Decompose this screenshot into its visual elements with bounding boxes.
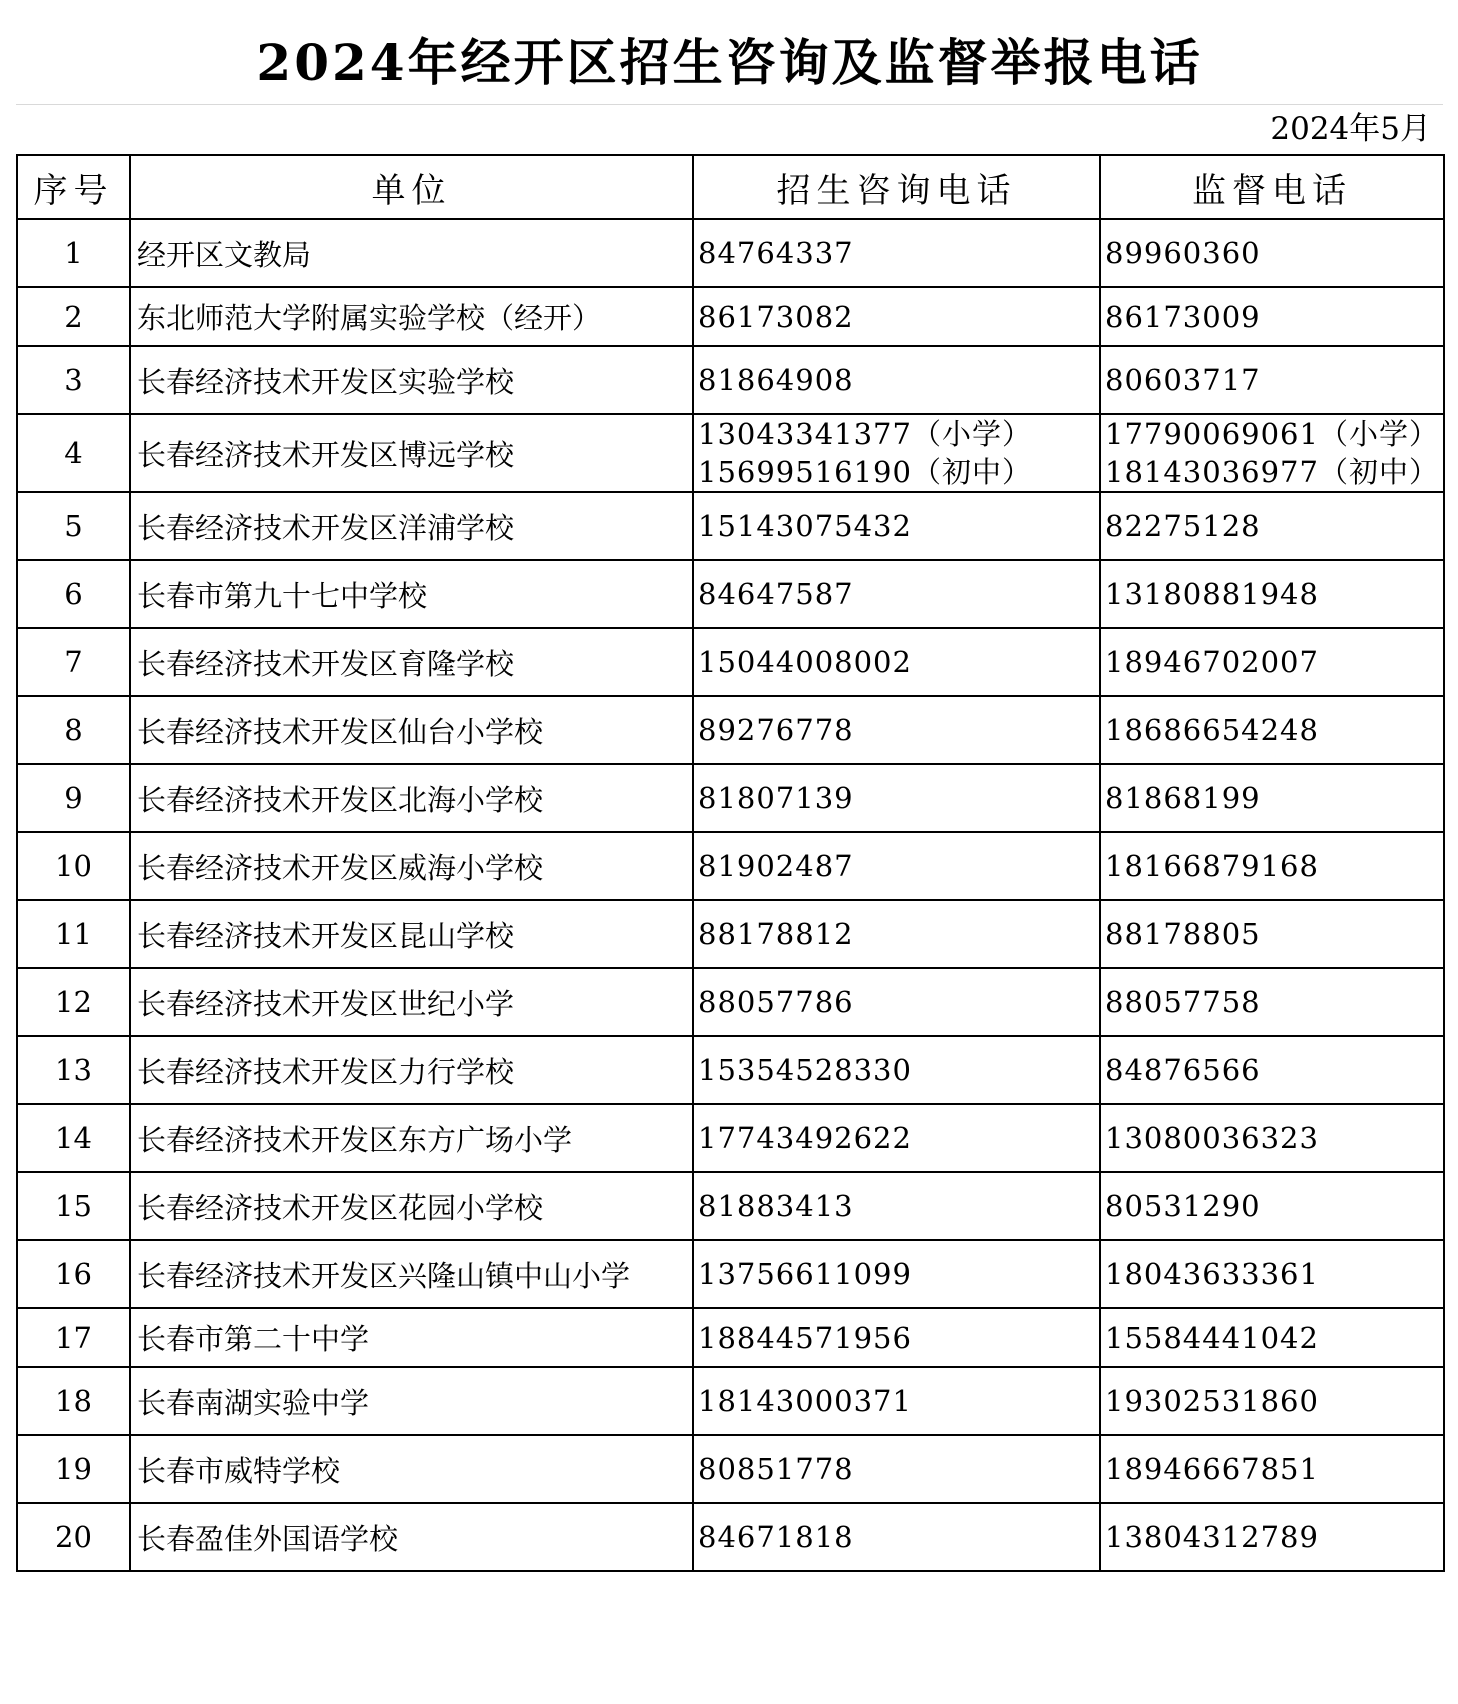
phone-line: 18946702007: [1105, 645, 1319, 679]
phone-line: 80531290: [1105, 1189, 1261, 1223]
table-row: [17, 968, 1444, 1036]
row-index: 9: [17, 764, 130, 832]
row-consult-phone: [693, 628, 1100, 696]
header-supervise-phone: 监督电话: [1100, 155, 1444, 219]
row-unit: 长春经济技术开发区兴隆山镇中山小学: [130, 1240, 693, 1308]
phone-line: 13043341377（小学）: [698, 417, 1032, 451]
row-index: 17: [17, 1308, 130, 1367]
phone-line: 84647587: [698, 577, 854, 611]
title-row: [16, 14, 1443, 105]
row-index: 5: [17, 492, 130, 560]
row-consult-phone: [693, 1308, 1100, 1367]
row-consult-phone: [693, 346, 1100, 414]
table-row: [17, 1036, 1444, 1104]
row-unit: 长春经济技术开发区育隆学校: [130, 628, 693, 696]
row-index: 18: [17, 1367, 130, 1435]
table-row: [17, 346, 1444, 414]
phone-line: 81807139: [698, 781, 854, 815]
row-unit: 长春经济技术开发区花园小学校: [130, 1172, 693, 1240]
row-consult-phone: [693, 1240, 1100, 1308]
row-supervise-phone: [1100, 492, 1444, 560]
phone-line: 17790069061（小学）: [1105, 417, 1439, 451]
phone-line: 89960360: [1105, 236, 1261, 270]
table-row: [17, 628, 1444, 696]
document-title: 2024年经开区招生咨询及监督举报电话: [256, 33, 1203, 92]
row-unit: 长春经济技术开发区仙台小学校: [130, 696, 693, 764]
row-supervise-phone: [1100, 628, 1444, 696]
row-unit: 长春市第二十中学: [130, 1308, 693, 1367]
row-supervise-phone: [1100, 1308, 1444, 1367]
table-row: [17, 492, 1444, 560]
row-consult-phone: [693, 832, 1100, 900]
row-unit: 长春经济技术开发区博远学校: [130, 414, 693, 492]
row-index: 19: [17, 1435, 130, 1503]
phone-line: 86173009: [1105, 299, 1261, 334]
phone-line: 80603717: [1105, 363, 1261, 397]
header-index: 序号: [17, 155, 130, 219]
table-row: [17, 1104, 1444, 1172]
row-index: 10: [17, 832, 130, 900]
row-unit: 长春市威特学校: [130, 1435, 693, 1503]
phone-line: 13756611099: [698, 1257, 912, 1291]
row-consult-phone: [693, 1036, 1100, 1104]
row-unit: 长春经济技术开发区东方广场小学: [130, 1104, 693, 1172]
contact-table: [16, 154, 1445, 1572]
phone-line: 89276778: [698, 713, 854, 747]
table-row: [17, 900, 1444, 968]
row-index: 3: [17, 346, 130, 414]
row-index: 8: [17, 696, 130, 764]
phone-line: 18143000371: [698, 1384, 912, 1418]
row-supervise-phone: [1100, 1172, 1444, 1240]
phone-line: 13804312789: [1105, 1520, 1319, 1554]
row-supervise-phone: [1100, 1104, 1444, 1172]
row-unit: 东北师范大学附属实验学校（经开）: [130, 287, 693, 346]
table-body: [17, 219, 1444, 1571]
phone-line: 84876566: [1105, 1053, 1261, 1087]
phone-line: 18043633361: [1105, 1257, 1319, 1291]
row-unit: 长春经济技术开发区洋浦学校: [130, 492, 693, 560]
phone-line: 88057758: [1105, 985, 1261, 1019]
table-row: [17, 1240, 1444, 1308]
row-consult-phone: [693, 287, 1100, 346]
row-consult-phone: [693, 1367, 1100, 1435]
row-unit: 长春经济技术开发区北海小学校: [130, 764, 693, 832]
row-index: 15: [17, 1172, 130, 1240]
phone-line: 80851778: [698, 1452, 854, 1486]
row-supervise-phone: [1100, 1503, 1444, 1571]
phone-line: 86173082: [698, 299, 854, 334]
row-consult-phone: [693, 414, 1100, 492]
table-row: [17, 414, 1444, 492]
row-supervise-phone: [1100, 696, 1444, 764]
row-supervise-phone: [1100, 900, 1444, 968]
row-supervise-phone: [1100, 560, 1444, 628]
phone-line: 15354528330: [698, 1053, 912, 1087]
phone-line: 84671818: [698, 1520, 854, 1554]
row-index: 4: [17, 414, 130, 492]
row-consult-phone: [693, 1172, 1100, 1240]
table-row: [17, 287, 1444, 346]
row-index: 13: [17, 1036, 130, 1104]
phone-line: 18166879168: [1105, 849, 1319, 883]
row-unit: 长春盈佳外国语学校: [130, 1503, 693, 1571]
row-consult-phone: [693, 1435, 1100, 1503]
row-index: 12: [17, 968, 130, 1036]
phone-line: 81864908: [698, 363, 854, 397]
row-index: 14: [17, 1104, 130, 1172]
table-row: [17, 832, 1444, 900]
phone-line: 88057786: [698, 985, 854, 1019]
row-supervise-phone: [1100, 1367, 1444, 1435]
row-supervise-phone: [1100, 287, 1444, 346]
row-consult-phone: [693, 492, 1100, 560]
table-row: [17, 696, 1444, 764]
table-row: [17, 560, 1444, 628]
phone-line: 18946667851: [1105, 1452, 1319, 1486]
row-unit: 长春经济技术开发区实验学校: [130, 346, 693, 414]
header-consult-phone: 招生咨询电话: [693, 155, 1100, 219]
row-supervise-phone: [1100, 1036, 1444, 1104]
table-header-row: [17, 155, 1444, 219]
phone-line: 88178812: [698, 917, 854, 951]
row-consult-phone: [693, 1503, 1100, 1571]
row-index: 2: [17, 287, 130, 346]
phone-line: 88178805: [1105, 917, 1261, 951]
phone-line: 84764337: [698, 236, 854, 270]
row-consult-phone: [693, 219, 1100, 287]
table-row: [17, 219, 1444, 287]
row-unit: 长春经济技术开发区力行学校: [130, 1036, 693, 1104]
phone-line: 15143075432: [698, 509, 912, 543]
phone-line: 19302531860: [1105, 1384, 1319, 1418]
row-unit: 长春经济技术开发区世纪小学: [130, 968, 693, 1036]
document-date: 2024年5月: [1270, 111, 1431, 147]
phone-line: 18143036977（初中）: [1105, 455, 1439, 489]
row-supervise-phone: [1100, 414, 1444, 492]
row-unit: 长春南湖实验中学: [130, 1367, 693, 1435]
row-supervise-phone: [1100, 346, 1444, 414]
phone-line: 15584441042: [1105, 1320, 1319, 1355]
row-unit: 长春市第九十七中学校: [130, 560, 693, 628]
row-consult-phone: [693, 560, 1100, 628]
row-consult-phone: [693, 764, 1100, 832]
row-unit: 长春经济技术开发区昆山学校: [130, 900, 693, 968]
row-index: 11: [17, 900, 130, 968]
row-supervise-phone: [1100, 219, 1444, 287]
row-unit: 经开区文教局: [130, 219, 693, 287]
table-row: [17, 1435, 1444, 1503]
row-index: 16: [17, 1240, 130, 1308]
row-supervise-phone: [1100, 1240, 1444, 1308]
phone-line: 81902487: [698, 849, 854, 883]
table-row: [17, 1503, 1444, 1571]
phone-line: 17743492622: [698, 1121, 912, 1155]
phone-line: 81883413: [698, 1189, 854, 1223]
table-row: [17, 1172, 1444, 1240]
row-consult-phone: [693, 968, 1100, 1036]
row-supervise-phone: [1100, 968, 1444, 1036]
table-row: [17, 764, 1444, 832]
row-index: 20: [17, 1503, 130, 1571]
table-row: [17, 1367, 1444, 1435]
phone-line: 18686654248: [1105, 713, 1319, 747]
row-consult-phone: [693, 696, 1100, 764]
document-sheet: [16, 14, 1443, 1572]
row-index: 1: [17, 219, 130, 287]
row-supervise-phone: [1100, 764, 1444, 832]
phone-line: 13180881948: [1105, 577, 1319, 611]
phone-line: 81868199: [1105, 781, 1261, 815]
header-unit: 单位: [130, 155, 693, 219]
table-row: [17, 1308, 1444, 1367]
phone-line: 15044008002: [698, 645, 912, 679]
phone-line: 15699516190（初中）: [698, 455, 1032, 489]
row-unit: 长春经济技术开发区威海小学校: [130, 832, 693, 900]
row-consult-phone: [693, 900, 1100, 968]
phone-line: 18844571956: [698, 1320, 912, 1355]
row-index: 6: [17, 560, 130, 628]
row-index: 7: [17, 628, 130, 696]
row-supervise-phone: [1100, 1435, 1444, 1503]
row-supervise-phone: [1100, 832, 1444, 900]
phone-line: 13080036323: [1105, 1121, 1319, 1155]
phone-line: 82275128: [1105, 509, 1261, 543]
row-consult-phone: [693, 1104, 1100, 1172]
